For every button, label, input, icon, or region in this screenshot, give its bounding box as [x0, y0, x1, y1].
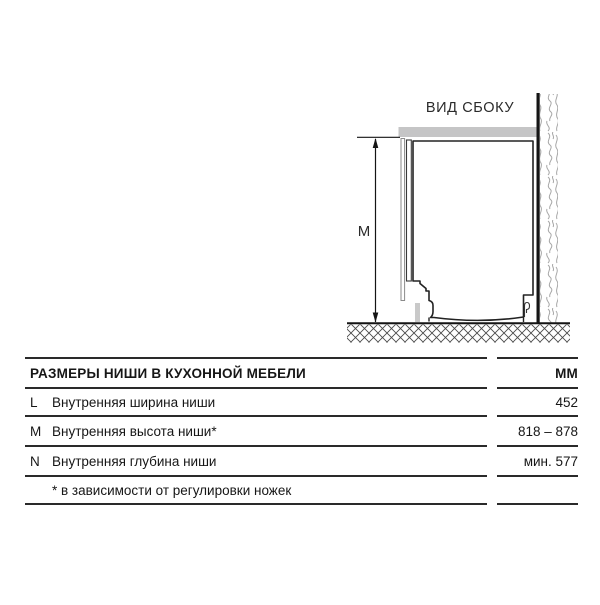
column-gap — [487, 477, 497, 505]
dimension-arrow-up-icon — [373, 138, 379, 148]
footnote-cell — [25, 477, 487, 505]
table-row — [25, 447, 578, 477]
row-label: Внутренняя высота ниши* — [52, 423, 217, 439]
row-value: мин. 577 — [497, 447, 578, 477]
row-label: Внутренняя ширина ниши — [52, 394, 216, 410]
wall-hatch — [540, 94, 558, 324]
row-label: Внутренняя глубина ниши — [52, 453, 217, 469]
adjustable-foot — [415, 303, 420, 322]
drain-detail-icon — [525, 303, 530, 318]
footnote-value-cell — [497, 477, 578, 505]
diagram-title: ВИД СБОКУ — [425, 100, 515, 116]
row-label-cell — [25, 447, 487, 477]
dimension-arrow-down-icon — [373, 313, 379, 323]
column-gap — [487, 447, 497, 477]
appliance-body — [413, 141, 533, 320]
column-gap — [487, 357, 497, 389]
row-code: N — [30, 453, 40, 469]
table-footnote-row — [25, 477, 578, 505]
row-value: 818 – 878 — [497, 417, 578, 447]
row-value: 452 — [497, 389, 578, 417]
table-header-row — [25, 357, 578, 389]
unit-header: ММ — [497, 357, 578, 389]
footnote-text: * в зависимости от регулировки ножек — [52, 482, 292, 498]
table-row — [25, 389, 578, 417]
row-code: L — [30, 394, 38, 410]
row-label-cell — [25, 417, 487, 447]
door-panel-inner — [407, 140, 412, 281]
floor-hatch — [347, 325, 570, 343]
door-panel-outer — [401, 139, 405, 301]
table-title: РАЗМЕРЫ НИШИ В КУХОННОЙ МЕБЕЛИ — [25, 357, 487, 389]
table-row — [25, 417, 578, 447]
dimension-line-m — [357, 137, 400, 322]
countertop — [399, 127, 537, 137]
dimension-label-m: M — [357, 223, 371, 240]
column-gap — [487, 417, 497, 447]
row-label-cell — [25, 389, 487, 417]
wall-section — [537, 93, 540, 324]
niche-dimensions-table — [25, 357, 578, 505]
column-gap — [487, 389, 497, 417]
row-code: M — [30, 423, 42, 439]
